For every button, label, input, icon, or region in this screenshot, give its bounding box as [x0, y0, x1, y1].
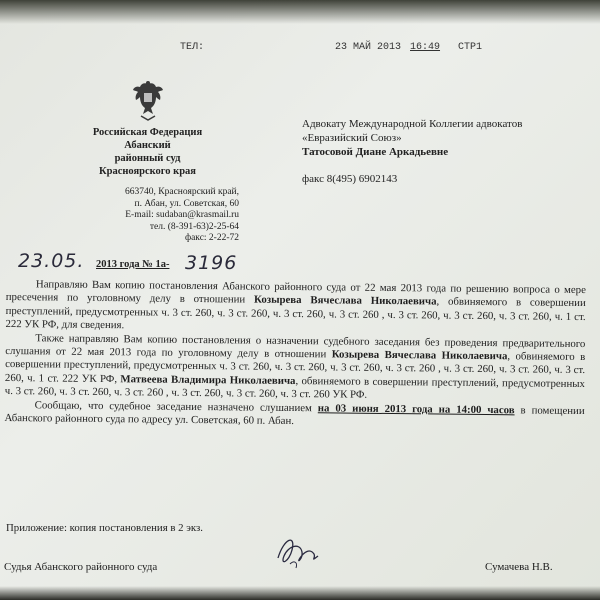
fax-tel: ТЕЛ:	[180, 42, 205, 53]
signature-position: Судья Абанского районного суда	[4, 561, 158, 573]
address-line: 663740, Красноярский край,	[125, 187, 239, 197]
text-run: , обвиняемого в совершении преступлений, предусмотренных ч. 3 ст. 260, ч. 3 ст. 260, ч. 3 ст. 260 , ч. 3 ст. 260, ч. 3 ст. 260, ч. 3 ст. 260 УК РФ.	[4, 374, 585, 402]
text-run: Сообщаю, что судебное заседание назначено слушанием	[34, 398, 318, 414]
recipient-line-1: Адвокату Международной Коллегии адвокатов	[302, 118, 523, 130]
defendant-name: Матвеева Владимира Николаевича	[120, 373, 296, 387]
attachment-note: Приложение: копия постановления в 2 экз.	[6, 522, 203, 534]
handwritten-date: 23.05.	[18, 250, 85, 272]
text-run: в помещении Абанского районного суда по адресу ул. Советская, 60 п. Абан.	[4, 403, 585, 428]
defendant-name: Козырева Вячеслава Николаевича	[331, 348, 508, 363]
text-run: , обвиняемого в совершении преступлений, предусмотренных ч. 3 ст. 260, ч. 3 ст. 260, ч. 3 ст. 260, ч. 3 ст. 260 , ч. 3 ст. 260, ч. 3 ст. 260, ч. 3 ст. 260, ч. 1 ст. 222 УК РФ, для сведения.	[5, 295, 586, 332]
address-line: п. Абан, ул. Советская, 60	[134, 198, 239, 209]
recipient-line-2: «Евразийский Союз»	[302, 132, 402, 144]
paragraph-3	[4, 399, 584, 432]
court-line-name: Абанский	[124, 140, 171, 151]
signature-name: Сумачева Н.В.	[485, 561, 553, 573]
paragraph-1	[5, 278, 586, 338]
text-run: Также направляю Вам копию постановления о назначении судебного заседания без проведения предварительного слушания от 22 мая 2013 года по уголовному делу в отношении	[5, 331, 586, 361]
fax-page: СТР1	[458, 42, 483, 53]
recipient-block	[302, 117, 522, 186]
address-email: E-mail: sudaban@krasmail.ru	[125, 210, 239, 220]
coat-of-arms-icon	[129, 80, 167, 122]
fax-date: 23 МАЙ 2013	[335, 42, 402, 53]
shadow-top	[0, 0, 600, 24]
hearing-date: на 03 июня 2013 года на 14:00 часов	[317, 401, 515, 416]
text-run: , обвиняемого в совершении преступлений, предусмотренных ч. 3 ст. 260, ч. 3 ст. 260, ч. 3 ст. 260, ч. 3 ст. 260 , ч. 3 ст. 260, ч. 3 ст. 260, ч. 3 ст. 260, ч. 1 ст. 222 УК РФ,	[4, 350, 586, 386]
paragraph-2	[5, 332, 586, 405]
letter-body	[4, 278, 586, 432]
recipient-fax: факс 8(495) 6902143	[302, 173, 398, 185]
reference-label: 2013 года № 1а-	[96, 259, 170, 270]
court-line-type: районный суд	[114, 153, 181, 164]
court-block	[60, 80, 235, 178]
address-fax: факс: 2-22-72	[184, 233, 239, 243]
court-line-region: Красноярского края	[98, 166, 196, 177]
handwritten-number: 3196	[185, 252, 238, 274]
recipient-name: Татосовой Диане Аркадьевне	[302, 146, 449, 158]
court-address	[64, 187, 239, 245]
fax-time: 16:49	[410, 42, 441, 53]
fax-header	[0, 42, 600, 58]
signature-icon	[270, 528, 330, 573]
shadow-bottom	[0, 586, 600, 600]
address-phone: тел. (8-391-63)2-25-64	[149, 221, 239, 232]
text-run: Направляю Вам копию постановления Абанского районного суда от 22 мая 2013 года по решению вопроса о мере пресечения по уголовному делу в отношении	[5, 278, 586, 307]
court-line-country: Российская Федерация	[92, 127, 203, 138]
defendant-name: Козырева Вячеслава Николаевича	[254, 294, 437, 308]
